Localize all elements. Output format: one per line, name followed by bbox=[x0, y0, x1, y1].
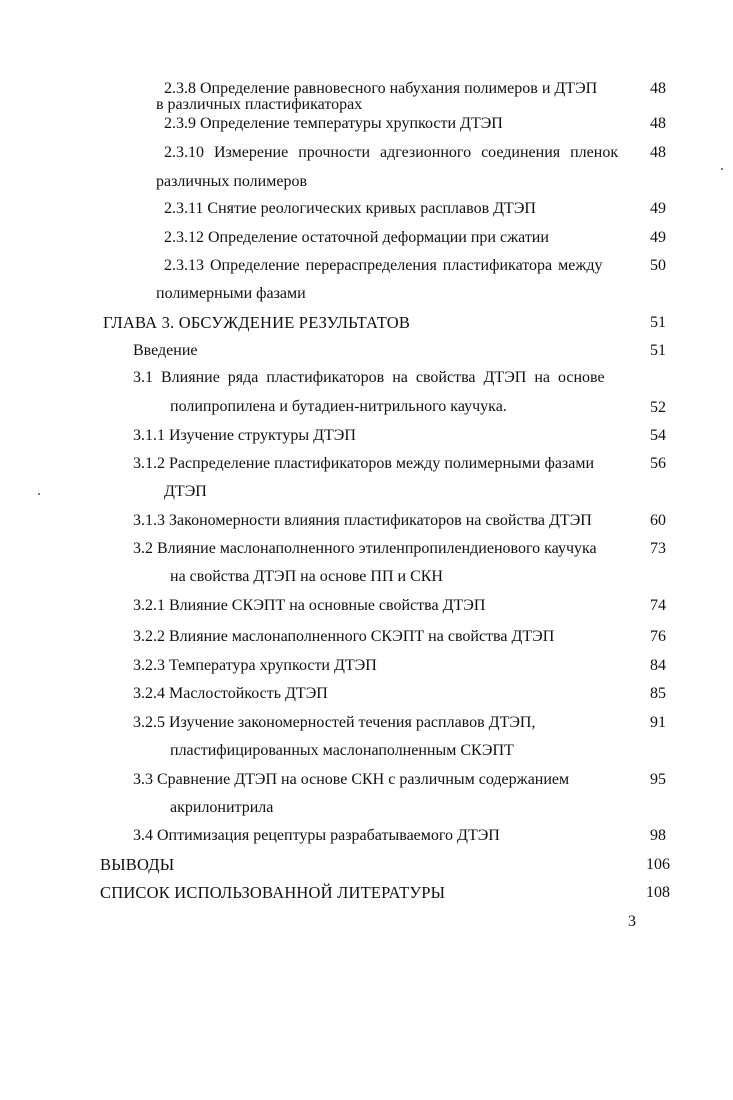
toc-entry-text: акрилонитрила bbox=[170, 799, 274, 816]
toc-entry-text: 3.2.1 Влияние СКЭПТ на основные свойства ДТЭП bbox=[133, 597, 486, 614]
toc-entry-page: 73 bbox=[650, 540, 666, 557]
toc-entry-text: 2.3.8 Определение равновесного набухания полимеров и ДТЭП bbox=[164, 80, 598, 97]
toc-entry-page: 48 bbox=[650, 80, 666, 97]
toc-entry-page: 48 bbox=[650, 115, 666, 132]
toc-entry-text: на свойства ДТЭП на основе ПП и СКН bbox=[170, 568, 443, 585]
toc-entry-text: 2.3.10 Измерение прочности адгезионного соединения пленок bbox=[164, 144, 619, 161]
toc-entry-page: 49 bbox=[650, 229, 666, 246]
toc-entry-page: 91 bbox=[650, 714, 666, 731]
scan-speck bbox=[38, 493, 40, 495]
toc-entry-page: 95 bbox=[650, 771, 666, 788]
toc-entry-text: 2.3.9 Определение температуры хрупкости ДТЭП bbox=[164, 115, 503, 132]
toc-entry-page: 60 bbox=[650, 512, 666, 529]
toc-entry-text: 3.4 Оптимизация рецептуры разрабатываемого ДТЭП bbox=[133, 827, 500, 844]
toc-entry-text: 3.2.5 Изучение закономерностей течения расплавов ДТЭП, bbox=[133, 714, 536, 731]
toc-entry-page: 85 bbox=[650, 685, 666, 702]
toc-entry-text: полимерными фазами bbox=[156, 285, 306, 302]
toc-entry-text: различных полимеров bbox=[156, 173, 308, 190]
toc-entry-text: 3.2.2 Влияние маслонаполненного СКЭПТ на свойства ДТЭП bbox=[133, 628, 555, 645]
toc-entry-page: 51 bbox=[650, 342, 666, 359]
toc-entry-text: 3.2 Влияние маслонаполненного этиленпропилендиенового каучука bbox=[133, 540, 597, 557]
toc-entry-text: Введение bbox=[133, 342, 198, 359]
toc-entry-text: пластифицированных маслонаполненным СКЭПТ bbox=[170, 742, 514, 759]
toc-entry-page: 98 bbox=[650, 827, 666, 844]
toc-entry-page: 56 bbox=[650, 455, 666, 472]
toc-entry-page: 54 bbox=[650, 427, 666, 444]
toc-entry-text: 3.1.2 Распределение пластификаторов между полимерными фазами bbox=[133, 455, 595, 472]
toc-entry-text: ДТЭП bbox=[164, 483, 207, 500]
chapter-heading: ГЛАВА 3. ОБСУЖДЕНИЕ РЕЗУЛЬТАТОВ bbox=[103, 313, 411, 332]
toc-entry-page: 106 bbox=[646, 856, 670, 873]
toc-entry-text: 3.1.1 Изучение структуры ДТЭП bbox=[133, 427, 356, 444]
toc-entry-text: в различных пластификаторах bbox=[156, 96, 363, 113]
toc-entry-page: 48 bbox=[650, 144, 666, 161]
page-number: 3 bbox=[628, 913, 636, 930]
toc-entry-text: полипропилена и бутадиен-нитрильного каучука. bbox=[170, 398, 507, 415]
toc-entry-text: 3.1.3 Закономерности влияния пластификаторов на свойства ДТЭП bbox=[133, 512, 592, 529]
toc-entry-page: 50 bbox=[650, 257, 666, 274]
toc-entry-text: 3.2.3 Температура хрупкости ДТЭП bbox=[133, 657, 377, 674]
toc-entry-page: 49 bbox=[650, 200, 666, 217]
toc-entry-page: 108 bbox=[646, 884, 670, 901]
scan-speck bbox=[721, 168, 723, 170]
toc-entry-text: 2.3.11 Снятие реологических кривых расплавов ДТЭП bbox=[164, 200, 536, 217]
toc-entry-page: 84 bbox=[650, 657, 666, 674]
toc-entry-text: 2.3.12 Определение остаточной деформации при сжатии bbox=[164, 229, 549, 246]
toc-entry-page: 52 bbox=[650, 399, 666, 416]
toc-entry-text: 3.2.4 Маслостойкость ДТЭП bbox=[133, 685, 328, 702]
toc-entry-text: 3.3 Сравнение ДТЭП на основе СКН с различным содержанием bbox=[133, 771, 570, 788]
section-heading: СПИСОК ИСПОЛЬЗОВАННОЙ ЛИТЕРАТУРЫ bbox=[100, 883, 446, 902]
toc-entry-page: 76 bbox=[650, 628, 666, 645]
section-heading: ВЫВОДЫ bbox=[100, 855, 175, 874]
toc-entry-page: 51 bbox=[650, 314, 666, 331]
toc-entry-page: 74 bbox=[650, 597, 666, 614]
toc-entry-text: 3.1 Влияние ряда пластификаторов на свойства ДТЭП на основе bbox=[133, 369, 605, 386]
toc-entry-text: 2.3.13 Определение перераспределения пластификатора между bbox=[164, 257, 603, 274]
